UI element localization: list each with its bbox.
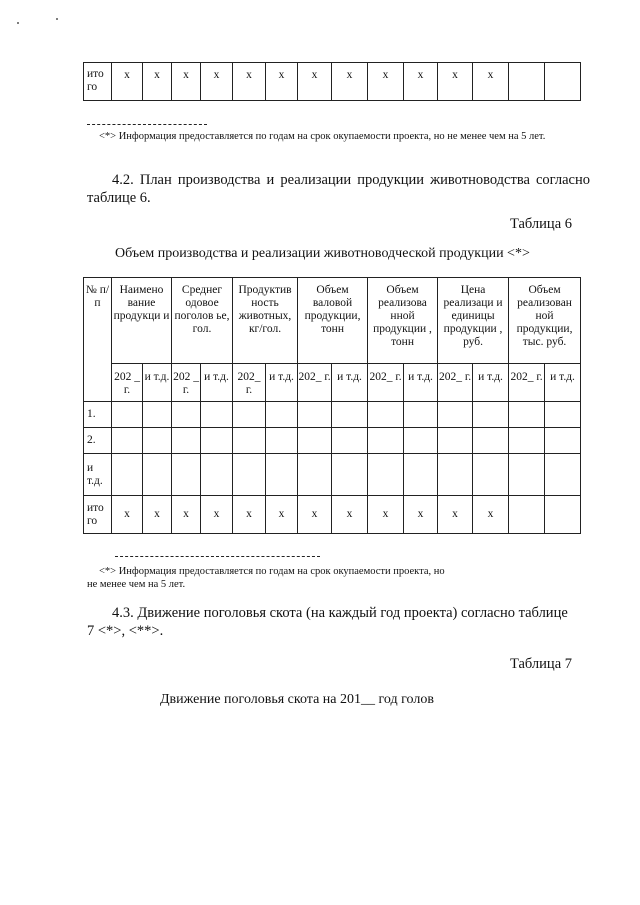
section-text: План производства и реализации продукции животноводства согласно таблице 6. bbox=[87, 172, 591, 206]
subheader-year: 202_ г. bbox=[233, 364, 266, 402]
x-mark: x bbox=[298, 63, 332, 101]
subheader-etc: и т.д. bbox=[266, 364, 298, 402]
table7-label: Таблица 7 bbox=[509, 656, 572, 672]
x-mark: x bbox=[438, 496, 473, 534]
x-mark: x bbox=[473, 496, 509, 534]
subheader-year: 202 _ г. bbox=[112, 364, 143, 402]
table6-title: Объем производства и реализации животноводческой продукции <*> bbox=[115, 246, 530, 261]
scan-speck bbox=[17, 22, 19, 24]
empty-cell bbox=[545, 496, 581, 534]
header-average-livestock: Среднег одовое поголов ье, гол. bbox=[172, 278, 233, 364]
table6-label: Таблица 6 bbox=[509, 216, 572, 232]
empty-cell bbox=[509, 496, 545, 534]
subheader-etc: и т.д. bbox=[545, 364, 581, 402]
x-mark: x bbox=[266, 496, 298, 534]
table-row bbox=[84, 428, 581, 454]
subheader-year: 202_ г. bbox=[438, 364, 473, 402]
section-4-3 bbox=[87, 604, 590, 640]
row-label: ито го bbox=[84, 496, 112, 534]
section-4-3-line2: 7 <*>, <**>. bbox=[87, 623, 164, 639]
subheader-year: 202_ г. bbox=[298, 364, 332, 402]
x-mark: x bbox=[112, 496, 143, 534]
x-mark: x bbox=[298, 496, 332, 534]
subheader-etc: и т.д. bbox=[143, 364, 172, 402]
row-label: 2. bbox=[84, 428, 112, 454]
subheader-etc: и т.д. bbox=[332, 364, 368, 402]
x-mark: x bbox=[473, 63, 509, 101]
x-mark: x bbox=[172, 63, 201, 101]
x-mark: x bbox=[201, 496, 233, 534]
subheader-year: 202 _ г. bbox=[172, 364, 201, 402]
section-number: 4.2. bbox=[112, 172, 134, 188]
x-mark: x bbox=[172, 496, 201, 534]
subheader-year: 202_ г. bbox=[368, 364, 404, 402]
table-row-total bbox=[84, 496, 581, 534]
x-mark: x bbox=[233, 63, 266, 101]
x-mark: x bbox=[143, 496, 172, 534]
table-row bbox=[84, 454, 581, 496]
header-productivity: Продуктив ность животных, кг/гол. bbox=[233, 278, 298, 364]
subheader-etc: и т.д. bbox=[201, 364, 233, 402]
footnote-2-line2: не менее чем на 5 лет. bbox=[87, 579, 186, 590]
header-product-name: Наимено вание продукци и bbox=[112, 278, 172, 364]
table-row bbox=[84, 402, 581, 428]
header-unit-price: Цена реализаци и единицы продукции , руб. bbox=[438, 278, 509, 364]
footnote-divider bbox=[115, 556, 320, 557]
scan-speck bbox=[56, 18, 58, 20]
x-mark: x bbox=[404, 496, 438, 534]
header-sold-value: Объем реализован ной продукции, тыс. руб. bbox=[509, 278, 581, 364]
subheader-year: 202_ г. bbox=[509, 364, 545, 402]
x-mark: x bbox=[404, 63, 438, 101]
table7-title: Движение поголовья скота на 201__ год голов bbox=[160, 692, 434, 707]
subheader-etc: и т.д. bbox=[473, 364, 509, 402]
row-label: и т.д. bbox=[84, 454, 112, 496]
empty-cell bbox=[545, 63, 581, 101]
x-mark: x bbox=[112, 63, 143, 101]
x-mark: x bbox=[332, 496, 368, 534]
footnote-1: <*> Информация предоставляется по годам на срок окупаемости проекта, но не менее чем на 5 лет. bbox=[99, 131, 546, 142]
x-mark: x bbox=[143, 63, 172, 101]
top-total-label: ито го bbox=[84, 63, 112, 101]
x-mark: x bbox=[332, 63, 368, 101]
subheader-etc: и т.д. bbox=[404, 364, 438, 402]
section-4-2 bbox=[87, 171, 590, 207]
x-mark: x bbox=[368, 63, 404, 101]
footnote-2 bbox=[87, 565, 587, 591]
header-number: № п/п bbox=[84, 278, 112, 402]
x-mark: x bbox=[438, 63, 473, 101]
empty-cell bbox=[509, 63, 545, 101]
x-mark: x bbox=[201, 63, 233, 101]
section-4-3-line1: 4.3. Движение поголовья скота (на каждый год проекта) согласно таблице bbox=[112, 605, 568, 621]
footnote-divider bbox=[87, 124, 207, 125]
x-mark: x bbox=[368, 496, 404, 534]
top-total-table bbox=[83, 62, 581, 101]
x-mark: x bbox=[266, 63, 298, 101]
row-label: 1. bbox=[84, 402, 112, 428]
header-gross-output: Объем валовой продукции, тонн bbox=[298, 278, 368, 364]
table6 bbox=[83, 277, 581, 534]
x-mark: x bbox=[233, 496, 266, 534]
header-sold-volume: Объем реализова нной продукции , тонн bbox=[368, 278, 438, 364]
footnote-2-line1: <*> Информация предоставляется по годам на срок окупаемости проекта, но bbox=[99, 566, 445, 577]
